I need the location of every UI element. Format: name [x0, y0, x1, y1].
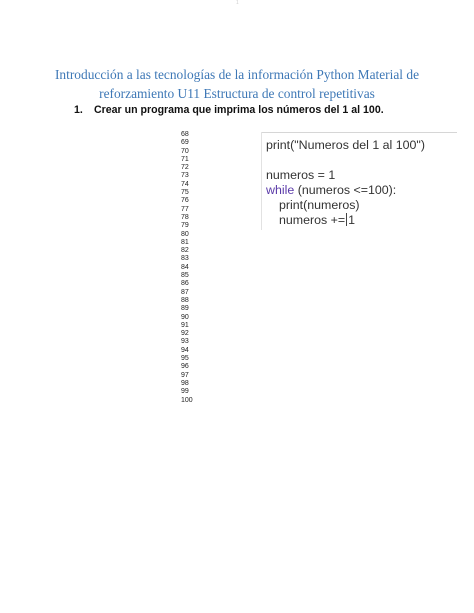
output-line: 78 [181, 213, 189, 221]
document-title [40, 66, 434, 103]
output-line: 71 [181, 155, 189, 163]
output-line: 87 [181, 288, 189, 296]
output-line: 98 [181, 379, 189, 387]
output-line: 94 [181, 346, 189, 354]
output-line: 96 [181, 363, 189, 371]
page-number: 1 [236, 0, 239, 6]
task-number: 1. [74, 104, 83, 116]
code-while-keyword: while [266, 183, 295, 197]
title-line-2: reforzamiento U11 Estructura de control repetitivas [99, 85, 375, 101]
output-line: 97 [181, 371, 189, 379]
code-line-increment [266, 213, 355, 227]
output-line: 72 [181, 164, 189, 172]
output-line: 73 [181, 172, 189, 180]
code-top-border [261, 132, 457, 133]
output-line: 89 [181, 305, 189, 313]
output-line: 91 [181, 321, 189, 329]
output-line: 95 [181, 355, 189, 363]
output-line: 82 [181, 247, 189, 255]
output-line: 70 [181, 147, 189, 155]
output-line: 83 [181, 255, 189, 263]
text-cursor [346, 213, 347, 226]
task-text: Crear un programa que imprima los números del 1 al 100. [94, 104, 384, 116]
output-line: 100 [181, 396, 193, 404]
output-line: 85 [181, 272, 189, 280]
code-increment-value: 1 [348, 213, 356, 227]
output-line: 84 [181, 263, 189, 271]
output-line: 74 [181, 180, 189, 188]
code-print-func: print( [266, 138, 295, 152]
code-line-print-var: print(numeros) [279, 198, 360, 212]
output-line: 68 [181, 131, 189, 138]
output-line: 88 [181, 296, 189, 304]
code-left-border [261, 132, 262, 230]
code-line-assign: numeros = 1 [266, 168, 336, 182]
output-line: 76 [181, 197, 189, 205]
code-print-close: ) [420, 138, 425, 152]
code-title-string: "Numeros del 1 al 100" [294, 138, 421, 152]
output-line: 92 [181, 330, 189, 338]
output-line: 79 [181, 222, 189, 230]
code-while-condition: (numeros <=100): [294, 183, 397, 197]
output-line: 69 [181, 139, 189, 147]
output-line: 86 [181, 280, 189, 288]
code-line-print-title [266, 138, 425, 152]
output-line: 99 [181, 388, 189, 396]
code-increment-lhs: numeros += [279, 213, 346, 227]
code-line-while [266, 183, 396, 197]
task-heading [74, 104, 384, 116]
output-line: 80 [181, 230, 189, 238]
output-line: 93 [181, 338, 189, 346]
output-line: 90 [181, 313, 189, 321]
code-screenshot [261, 132, 457, 230]
title-line-1: Introducción a las tecnologías de la información Python Material de [54, 67, 420, 82]
output-line: 77 [181, 205, 189, 213]
output-line: 81 [181, 238, 189, 246]
output-line: 75 [181, 189, 189, 197]
program-output-list [181, 131, 193, 405]
